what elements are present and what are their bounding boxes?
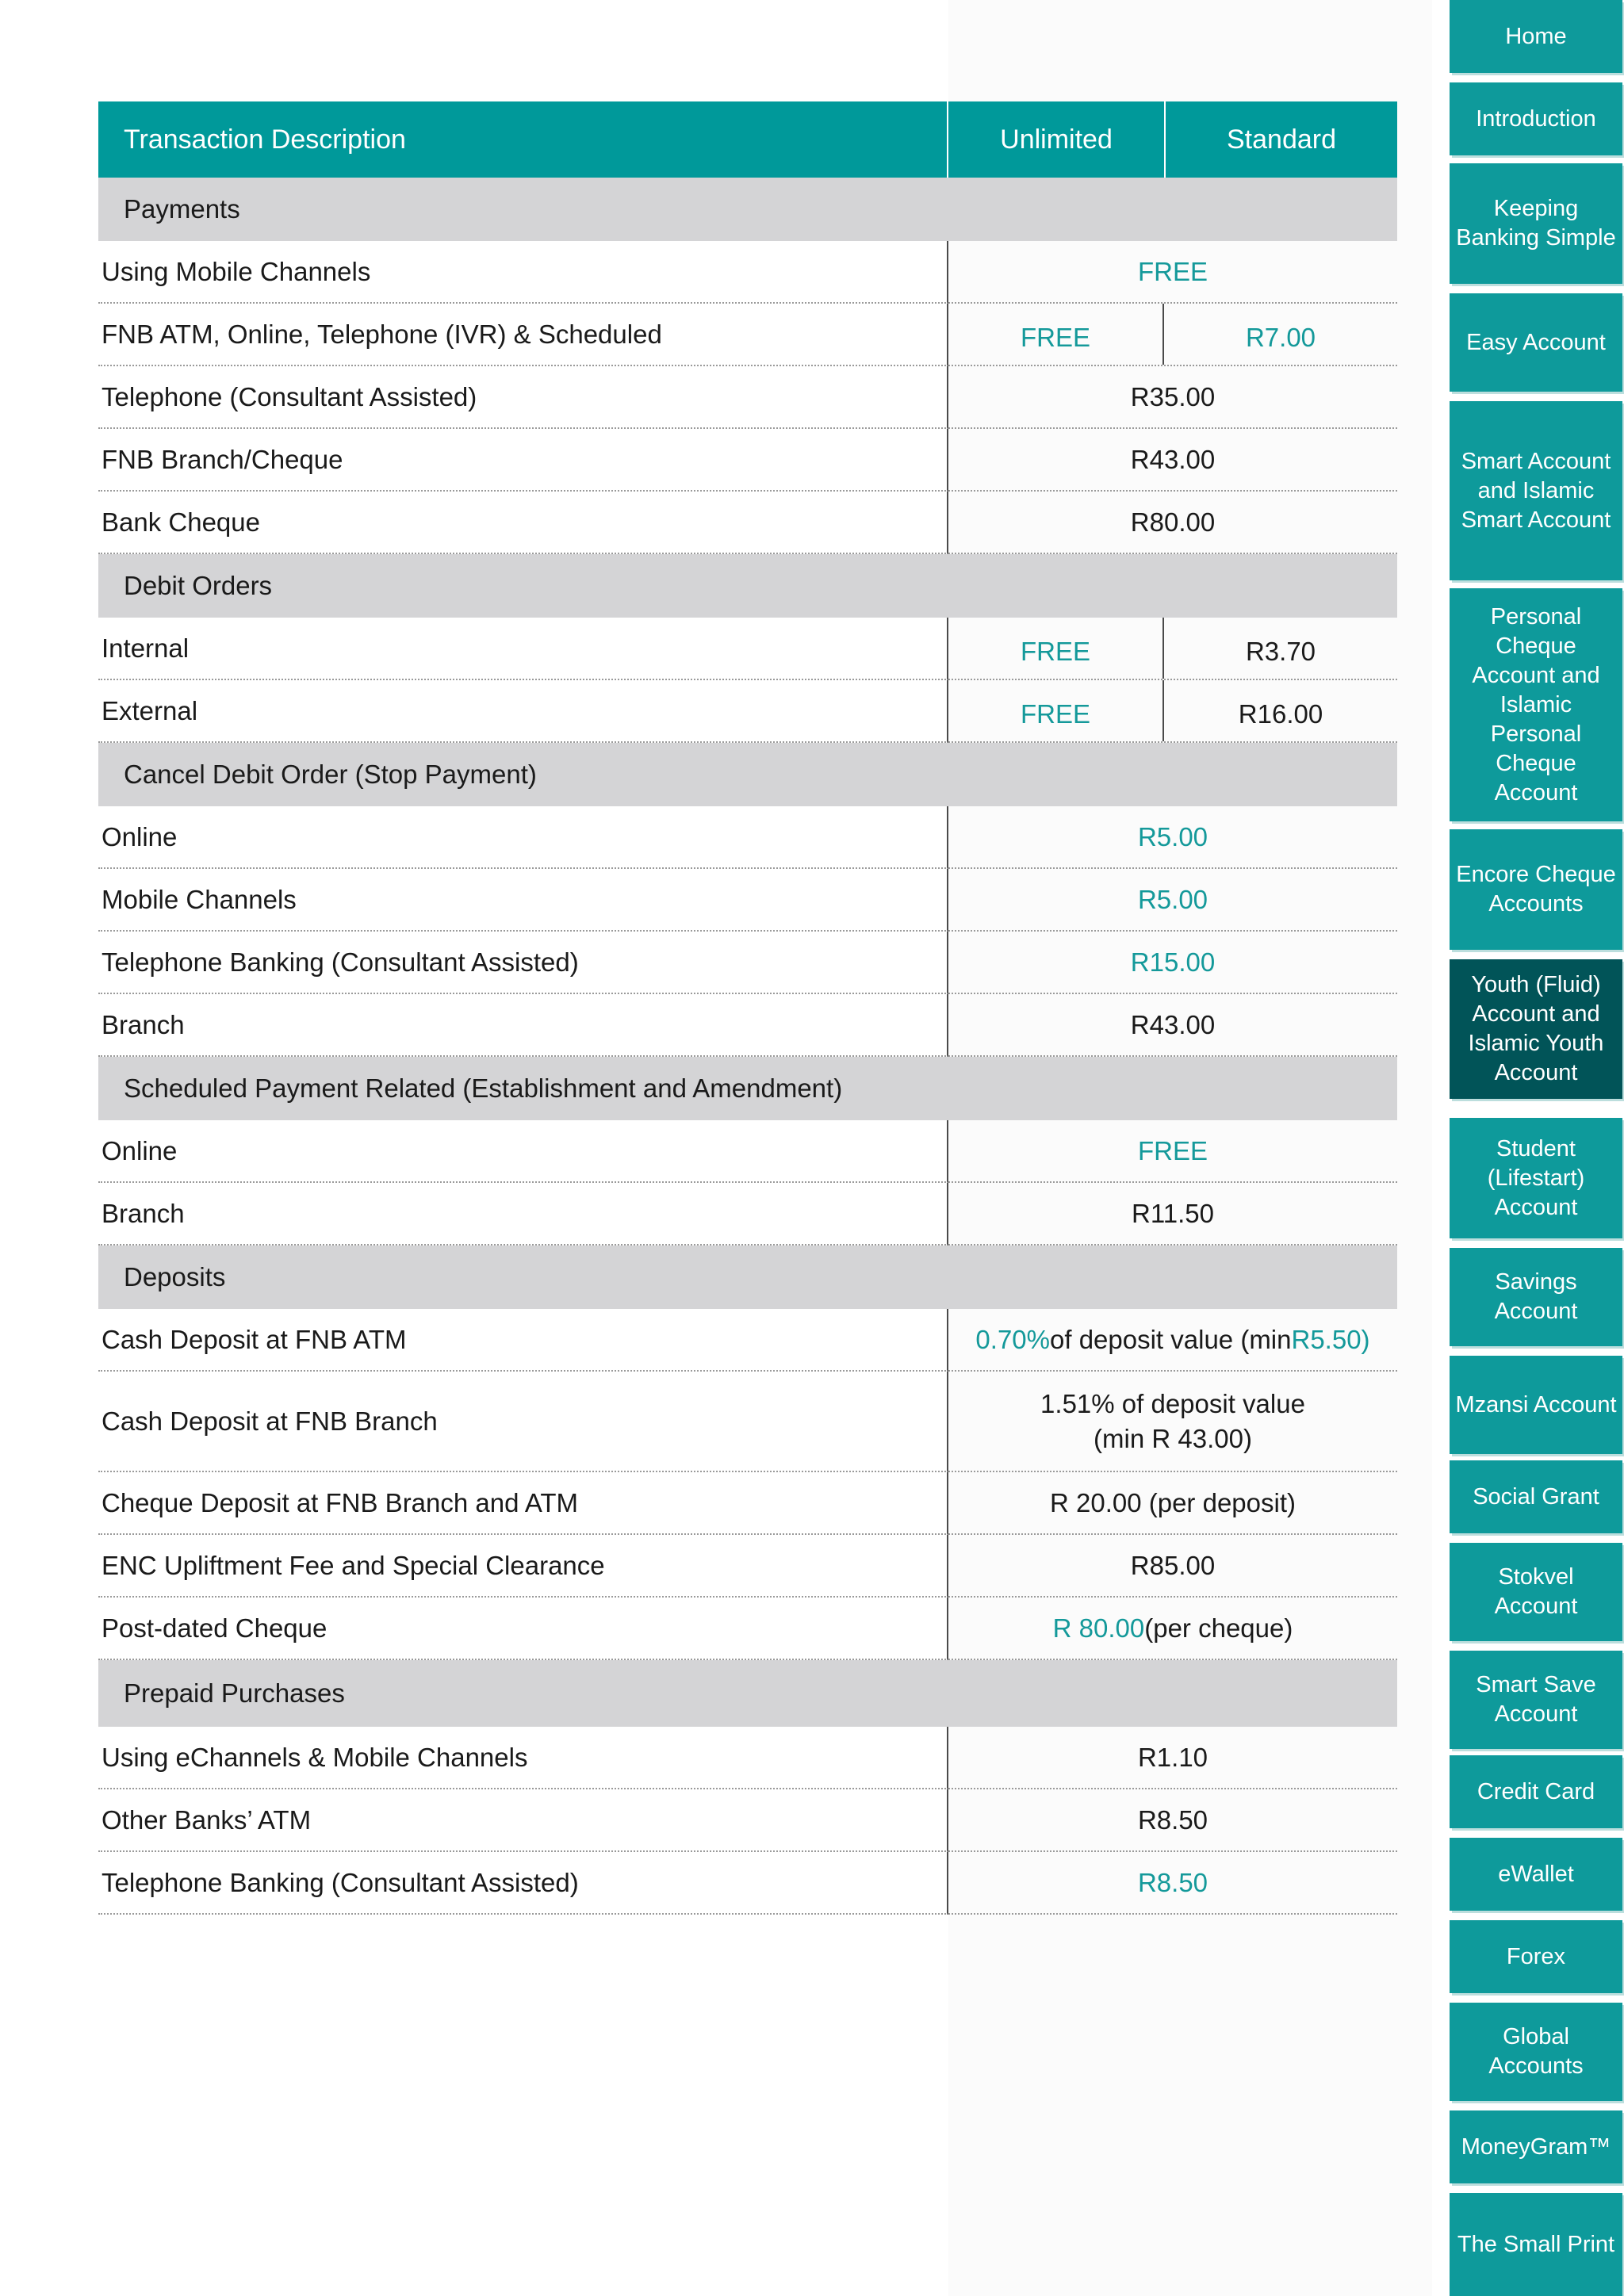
- table-row: [98, 1472, 1397, 1535]
- section-header: Scheduled Payment Related (Establishment and Amendment): [98, 1057, 1397, 1120]
- table-row: [98, 1789, 1397, 1852]
- sidebar-item[interactable]: [1450, 1356, 1622, 1454]
- row-description: Post-dated Cheque: [98, 1598, 948, 1660]
- fee-text-part: R 80.00: [1052, 1613, 1145, 1643]
- row-fee: R8.50: [948, 1789, 1397, 1852]
- sidebar-item[interactable]: [1450, 82, 1622, 155]
- header-standard: Standard: [1227, 124, 1336, 155]
- section-header: Payments: [98, 178, 1397, 241]
- row-fee: [948, 1309, 1397, 1372]
- row-description: Branch: [98, 1183, 948, 1246]
- row-description: Mobile Channels: [98, 869, 948, 932]
- sidebar-item-label: Stokvel Account: [1494, 1564, 1578, 1619]
- sidebar-item-label: Introduction: [1476, 105, 1596, 132]
- row-description: Other Banks’ ATM: [98, 1789, 948, 1852]
- sidebar-item[interactable]: [1450, 1755, 1622, 1828]
- fee-unlimited: FREE: [948, 680, 1164, 741]
- fee-text-part: 0.70%: [975, 1324, 1050, 1354]
- table-row: [98, 1598, 1397, 1660]
- table-row: [98, 806, 1397, 869]
- row-description: External: [98, 680, 948, 743]
- table-row: [98, 492, 1397, 554]
- sidebar-item-label: Forex: [1506, 1943, 1566, 1969]
- table-header: [98, 101, 1397, 178]
- row-fee: R11.50: [948, 1183, 1397, 1246]
- row-description: FNB Branch/Cheque: [98, 429, 948, 492]
- sidebar-item[interactable]: [1450, 2003, 1622, 2101]
- row-description: Online: [98, 806, 948, 869]
- sidebar-item-label: Student (Lifestart) Account: [1487, 1135, 1585, 1220]
- row-description: Branch: [98, 994, 948, 1057]
- sidebar-item-label: The Small Print: [1457, 2231, 1615, 2257]
- fee-unlimited: FREE: [948, 304, 1164, 365]
- table-row: [98, 429, 1397, 492]
- row-fee: R5.00: [948, 806, 1397, 869]
- row-fee: R43.00: [948, 994, 1397, 1057]
- sidebar-item-label: Savings Account: [1494, 1269, 1578, 1324]
- table-row: [98, 1852, 1397, 1915]
- row-fee: R5.00: [948, 869, 1397, 932]
- table-row: [98, 994, 1397, 1057]
- sidebar-item[interactable]: [1450, 1460, 1622, 1533]
- row-description: Cash Deposit at FNB Branch: [98, 1372, 948, 1472]
- row-fee: FREE: [948, 241, 1397, 304]
- sidebar-item-label: Home: [1505, 23, 1567, 49]
- row-fee: R85.00: [948, 1535, 1397, 1598]
- sidebar-item-label: Easy Account: [1466, 329, 1606, 355]
- row-fees: [948, 680, 1397, 743]
- table-row: [98, 1372, 1397, 1472]
- sidebar-item[interactable]: [1450, 959, 1622, 1099]
- sidebar-item-label: Smart Account and Islamic Smart Account: [1461, 448, 1611, 533]
- row-description: FNB ATM, Online, Telephone (IVR) & Scheduled: [98, 304, 948, 366]
- sidebar-item[interactable]: [1450, 0, 1622, 73]
- sidebar-item[interactable]: [1450, 588, 1622, 821]
- row-fee: [948, 1372, 1397, 1472]
- row-description: Online: [98, 1120, 948, 1183]
- row-description: Cheque Deposit at FNB Branch and ATM: [98, 1472, 948, 1535]
- sidebar-item[interactable]: [1450, 1118, 1622, 1238]
- header-unlimited: Unlimited: [948, 101, 1166, 178]
- sidebar-item[interactable]: [1450, 293, 1622, 392]
- table-row: [98, 1535, 1397, 1598]
- fee-unlimited: FREE: [948, 618, 1164, 679]
- sidebar-item-label: Encore Cheque Accounts: [1456, 862, 1616, 916]
- fee-text-part: R5.50): [1291, 1324, 1370, 1354]
- row-description: Using Mobile Channels: [98, 241, 948, 304]
- row-fees: [948, 618, 1397, 680]
- fee-standard: R7.00: [1245, 322, 1316, 352]
- table-row: [98, 304, 1397, 366]
- table-row: [98, 366, 1397, 429]
- table-row: [98, 680, 1397, 743]
- sidebar-item[interactable]: [1450, 2110, 1622, 2183]
- table-row: [98, 1120, 1397, 1183]
- fee-table: [98, 101, 1397, 1915]
- row-fee: [948, 1598, 1397, 1660]
- sidebar-item[interactable]: [1450, 1838, 1622, 1911]
- sidebar-item[interactable]: [1450, 829, 1622, 950]
- sidebar-item-label: Personal Cheque Account and Islamic Personal Cheque Account: [1472, 603, 1600, 806]
- section-header: Prepaid Purchases: [98, 1660, 1397, 1727]
- fee-text-part: of deposit value (min: [1050, 1324, 1292, 1354]
- table-row: [98, 618, 1397, 680]
- sidebar-item[interactable]: [1450, 2193, 1622, 2296]
- table-row: [98, 1183, 1397, 1246]
- sidebar-item[interactable]: [1450, 1248, 1622, 1346]
- sidebar-item[interactable]: [1450, 1920, 1622, 1993]
- table-row: [98, 241, 1397, 304]
- row-fee: R80.00: [948, 492, 1397, 554]
- fee-line: (min R 43.00): [1094, 1423, 1252, 1453]
- row-fee: R8.50: [948, 1852, 1397, 1915]
- sidebar-item-label: Smart Save Account: [1476, 1672, 1596, 1727]
- sidebar-item[interactable]: [1450, 163, 1622, 284]
- row-description: Bank Cheque: [98, 492, 948, 554]
- row-description: Telephone (Consultant Assisted): [98, 366, 948, 429]
- section-header: Debit Orders: [98, 554, 1397, 618]
- row-description: Internal: [98, 618, 948, 680]
- sidebar-item-label: Credit Card: [1477, 1778, 1595, 1804]
- row-fee: R43.00: [948, 429, 1397, 492]
- table-row: [98, 932, 1397, 994]
- section-header: Deposits: [98, 1246, 1397, 1309]
- sidebar-nav: [1450, 0, 1624, 2296]
- row-description: Telephone Banking (Consultant Assisted): [98, 932, 948, 994]
- sidebar-item-label: Keeping Banking Simple: [1456, 196, 1616, 251]
- section-header: Cancel Debit Order (Stop Payment): [98, 743, 1397, 806]
- table-row: [98, 1727, 1397, 1789]
- fee-text-part: (per cheque): [1144, 1613, 1293, 1643]
- row-description: ENC Upliftment Fee and Special Clearance: [98, 1535, 948, 1598]
- sidebar-item-label: Global Accounts: [1488, 2024, 1584, 2079]
- sidebar-item[interactable]: [1450, 1651, 1622, 1749]
- table-row: [98, 1309, 1397, 1372]
- fee-line: 1.51% of deposit value: [1040, 1388, 1305, 1418]
- sidebar-item-label: Mzansi Account: [1455, 1391, 1617, 1418]
- row-description: Telephone Banking (Consultant Assisted): [98, 1852, 948, 1915]
- sidebar-item-label: eWallet: [1498, 1861, 1574, 1887]
- sidebar-item-label: MoneyGram™: [1461, 2133, 1611, 2160]
- sidebar-item[interactable]: [1450, 1543, 1622, 1641]
- sidebar-item-label: Social Grant: [1473, 1483, 1599, 1510]
- sidebar-item[interactable]: [1450, 401, 1622, 580]
- sidebar-item-label: Youth (Fluid) Account and Islamic Youth Account: [1468, 972, 1604, 1085]
- row-fee: R1.10: [948, 1727, 1397, 1789]
- row-fee: R 20.00 (per deposit): [948, 1472, 1397, 1535]
- row-fee: R15.00: [948, 932, 1397, 994]
- row-fees: [948, 304, 1397, 366]
- row-description: Using eChannels & Mobile Channels: [98, 1727, 948, 1789]
- table-row: [98, 869, 1397, 932]
- fee-standard: R3.70: [1245, 636, 1316, 666]
- row-fee: FREE: [948, 1120, 1397, 1183]
- row-fee: R35.00: [948, 366, 1397, 429]
- fee-standard: R16.00: [1238, 698, 1323, 729]
- header-description: Transaction Description: [98, 101, 948, 178]
- row-description: Cash Deposit at FNB ATM: [98, 1309, 948, 1372]
- table-body: [98, 178, 1397, 1915]
